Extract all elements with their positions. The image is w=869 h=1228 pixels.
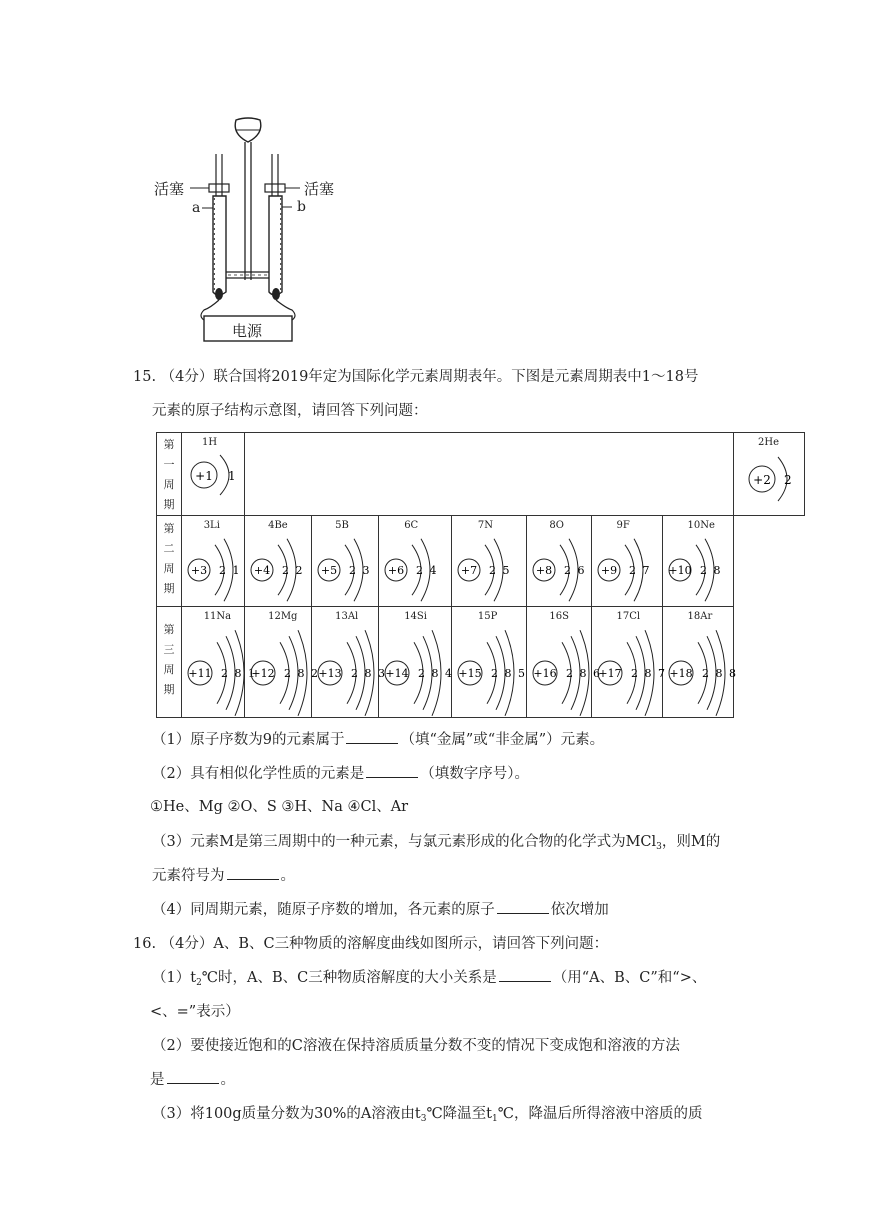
- shells-Al: 2 8 3: [351, 667, 385, 680]
- answer-blank-5[interactable]: [499, 967, 551, 982]
- element-cell-C: [379, 516, 452, 607]
- element-name-Ar: 18Ar: [687, 611, 713, 622]
- answer-blank-3[interactable]: [227, 865, 279, 880]
- q16-sub2: （2）要使接近饱和的C溶液在保持溶质质量分数不变的情况下变成饱和溶液的方法: [152, 1038, 680, 1054]
- element-name-N: 7N: [477, 520, 494, 531]
- q16-sub1: $(1)t_2℃$时，A、B、C三种物质溶解度的大小关系是 （用“A、B、C”和“>、: [152, 966, 706, 988]
- q15-line1: 15. （4分）联合国将2019年定为国际化学元素周期表年。下图是元素周期表中1～18号: [133, 369, 699, 385]
- element-name-Be: 4Be: [268, 520, 288, 531]
- element-cell-P: [452, 607, 527, 718]
- shells-Mg: 2 8 2: [284, 667, 318, 680]
- atom-diagram-P: [452, 607, 526, 717]
- stopcock-label-left: 活塞: [154, 180, 185, 198]
- shells-F: 2 7: [629, 564, 650, 577]
- periodic-table: [156, 432, 805, 718]
- tube-label-a: a: [192, 200, 201, 216]
- element-cell-Cl: [592, 607, 663, 718]
- element-name-Mg: 12Mg: [268, 611, 298, 622]
- q15-sub3: （3）元素M是第三周期中的一种元素，与氯元素形成的化合物的化学式为MCl$_3$，则M的: [152, 834, 721, 852]
- answer-blank-1[interactable]: [346, 729, 398, 744]
- shells-Ar: 2 8 8: [702, 667, 736, 680]
- element-name-Cl: 17Cl: [616, 611, 641, 622]
- answer-blank-6[interactable]: [167, 1069, 219, 1084]
- shells-Si: 2 8 4: [418, 667, 452, 680]
- element-cell-H: [182, 433, 245, 516]
- shells-Ne: 2 8: [700, 564, 721, 577]
- element-cell-B: [312, 516, 379, 607]
- q15-sub1: （1）原子序数为9的元素属于 （填“金属”或“非金属”）元素。: [152, 728, 604, 749]
- q16-sub1-cont: <、=”表示）: [150, 1004, 240, 1020]
- shells-N: 2 5: [489, 564, 510, 577]
- element-cell-F: [592, 516, 663, 607]
- element-cell-S: [527, 607, 600, 718]
- q15-sub3-cont: 元素符号为 。: [152, 864, 295, 885]
- period-label-3: 第三周期: [157, 607, 182, 718]
- element-cell-Al: [312, 607, 385, 718]
- electrolysis-apparatus-diagram: [150, 112, 320, 344]
- q16-sub2-cont: 是 。: [150, 1068, 235, 1089]
- nucleus-F: +9: [600, 564, 618, 577]
- element-cell-Ar: [663, 607, 734, 718]
- atom-diagram-Mg: [245, 607, 318, 717]
- empty-period-1: [245, 433, 734, 516]
- atom-diagram-Ar: [663, 607, 736, 717]
- shells-Li: 2 1: [219, 564, 240, 577]
- element-cell-Ne: [663, 516, 734, 607]
- nucleus-C: +6: [387, 564, 405, 577]
- element-cell-Na: [182, 607, 255, 718]
- element-name-B: 5B: [335, 520, 349, 531]
- nucleus-H: +1: [195, 469, 213, 483]
- element-name-Na: 11Na: [203, 611, 232, 622]
- element-name-Si: 14Si: [404, 611, 427, 622]
- atom-diagram-Al: [312, 607, 385, 717]
- q15-sub4: （4）同周期元素，随原子序数的增加，各元素的原子 依次增加: [152, 898, 609, 919]
- element-name-O: 8O: [549, 520, 564, 531]
- q16-line1: 16. （4分）A、B、C三种物质的溶解度曲线如图所示，请回答下列问题：: [133, 936, 609, 952]
- element-name-F: 9F: [616, 520, 630, 531]
- shells-Be: 2 2: [282, 564, 303, 577]
- element-cell-Si: [379, 607, 452, 718]
- shells-P: 2 8 5: [491, 667, 525, 680]
- answer-blank-2[interactable]: [366, 763, 418, 778]
- q16-sub3: （3）将100g质量分数为30%的A溶液由$t_3℃$降温至$t_1℃$，降温后所得溶液中溶质的质: [152, 1106, 703, 1124]
- nucleus-P: +15: [458, 667, 482, 680]
- shells-He: 2: [784, 473, 792, 487]
- tube-label-b: b: [297, 199, 306, 215]
- nucleus-Ar: +18: [669, 667, 693, 680]
- nucleus-Na: +11: [188, 667, 212, 680]
- q15-options: ①He、Mg ②O、S ③H、Na ④Cl、Ar: [150, 799, 409, 815]
- answer-blank-4[interactable]: [497, 899, 549, 914]
- nucleus-B: +5: [320, 564, 338, 577]
- shells-Na: 2 8 1: [221, 667, 255, 680]
- nucleus-Ne: +10: [668, 564, 692, 577]
- period-label-2: 第二周期: [157, 516, 182, 607]
- element-name-S: 16S: [549, 611, 569, 622]
- shells-H: 1: [228, 469, 236, 483]
- nucleus-Li: +3: [190, 564, 208, 577]
- q15-line2: 元素的原子结构示意图，请回答下列问题：: [152, 403, 428, 419]
- nucleus-Cl: +17: [598, 667, 622, 680]
- shells-S: 2 8 6: [566, 667, 600, 680]
- atom-diagram-Si: [379, 607, 451, 717]
- element-cell-N: [452, 516, 527, 607]
- shells-O: 2 6: [564, 564, 585, 577]
- power-source-label: 电源: [232, 322, 263, 340]
- nucleus-Si: +14: [385, 667, 409, 680]
- atom-diagram-Na: [182, 607, 255, 717]
- nucleus-S: +16: [533, 667, 557, 680]
- nucleus-He: +2: [753, 473, 771, 487]
- nucleus-Be: +4: [253, 564, 271, 577]
- nucleus-Mg: +12: [251, 667, 275, 680]
- nucleus-Al: +13: [318, 667, 342, 680]
- element-name-Al: 13Al: [335, 611, 359, 622]
- nucleus-N: +7: [460, 564, 478, 577]
- element-cell-He: [734, 433, 805, 516]
- shells-Cl: 2 8 7: [631, 667, 665, 680]
- stopcock-label-right: 活塞: [304, 180, 335, 198]
- q15-sub2: （2）具有相似化学性质的元素是 （填数字序号）。: [152, 762, 529, 783]
- nucleus-O: +8: [535, 564, 553, 577]
- element-name-P: 15P: [477, 611, 498, 622]
- shells-C: 2 4: [416, 564, 437, 577]
- atom-diagram-Cl: [592, 607, 665, 717]
- element-name-Li: 3Li: [203, 520, 220, 531]
- element-name-H: 1H: [202, 437, 218, 448]
- shells-B: 2 3: [349, 564, 370, 577]
- element-name-He: 2He: [758, 437, 780, 448]
- element-name-Ne: 10Ne: [687, 520, 715, 531]
- element-cell-O: [527, 516, 592, 607]
- element-name-C: 6C: [404, 520, 419, 531]
- element-cell-Be: [245, 516, 312, 607]
- element-cell-Mg: [245, 607, 318, 718]
- atom-diagram-S: [527, 607, 600, 717]
- period-label-1: 第一周期: [157, 433, 182, 516]
- element-cell-Li: [182, 516, 245, 607]
